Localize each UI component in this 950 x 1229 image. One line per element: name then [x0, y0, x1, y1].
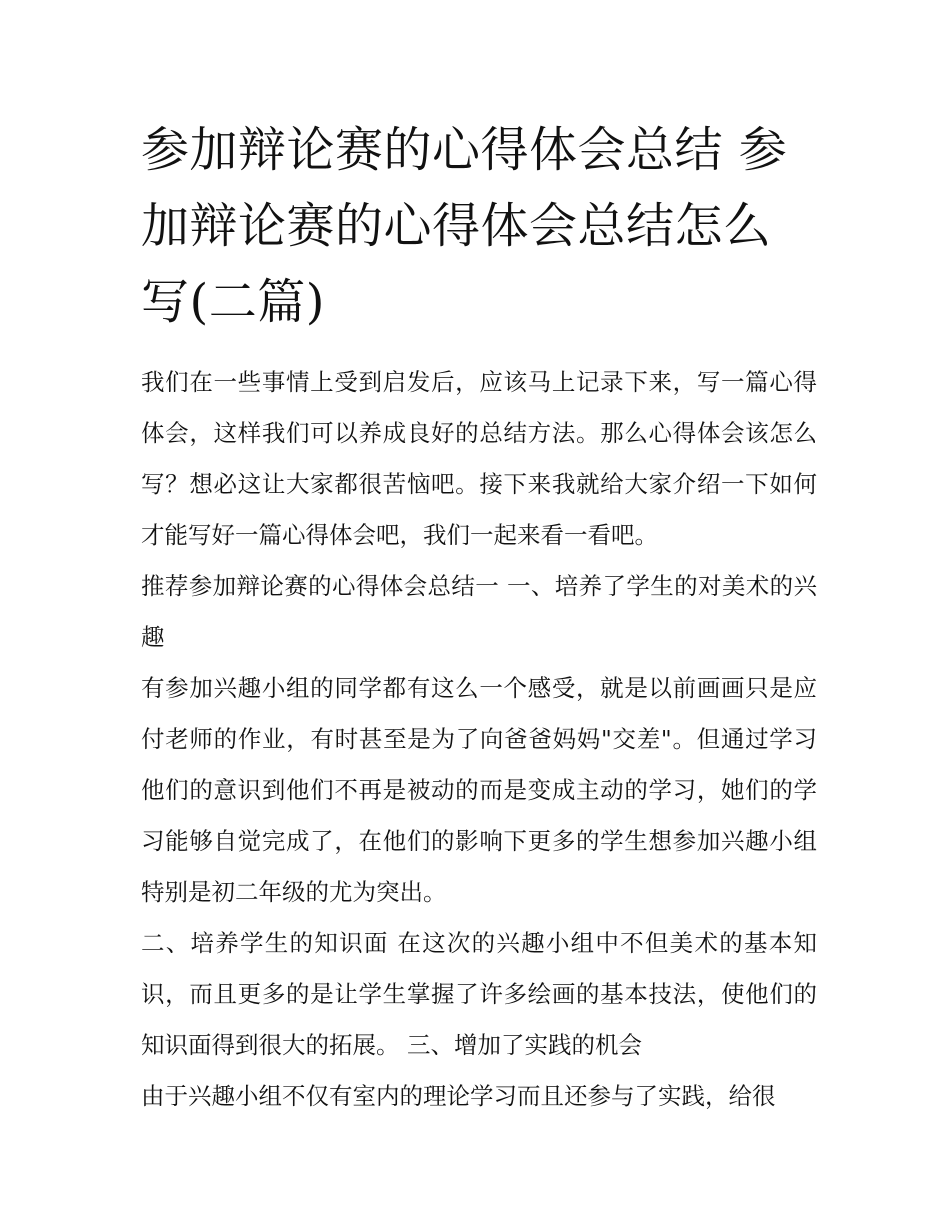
paragraph-interest-group: 有参加兴趣小组的同学都有这么一个感受，就是以前画画只是应付老师的作业，有时甚至是为了向爸爸妈妈"交差"。但通过学习他们的意识到他们不再是被动的而是变成主动的学习，她们的学习能够自觉完成了，在他们的影响下更多的学生想参加兴趣小组特别是初二年级的尤为突出。 — [141, 674, 817, 906]
paragraph-practice: 由于兴趣小组不仅有室内的理论学习而且还参与了实践，给很 — [141, 1082, 776, 1110]
paragraph-intro: 我们在一些事情上受到启发后，应该马上记录下来，写一篇心得体会，这样我们可以养成良好的总结方法。那么心得体会该怎么写？想必这让大家都很苦恼吧。接下来我就给大家介绍一下如何才能写好一篇心得体会吧，我们一起来看一看吧。 — [141, 368, 817, 549]
document-body — [141, 357, 817, 1122]
paragraph-section-one-heading: 推荐参加辩论赛的心得体会总结一 一、培养了学生的对美术的兴趣 — [141, 572, 817, 651]
paragraph-knowledge: 二、培养学生的知识面 在这次的兴趣小组中不但美术的基本知识，而且更多的是让学生掌握了许多绘画的基本技法，使他们的知识面得到很大的拓展。 三、增加了实践的机会 — [141, 929, 817, 1059]
document-content — [141, 112, 817, 1122]
document-title: 参加辩论赛的心得体会总结 参加辩论赛的心得体会总结怎么写(二篇) — [141, 122, 788, 330]
